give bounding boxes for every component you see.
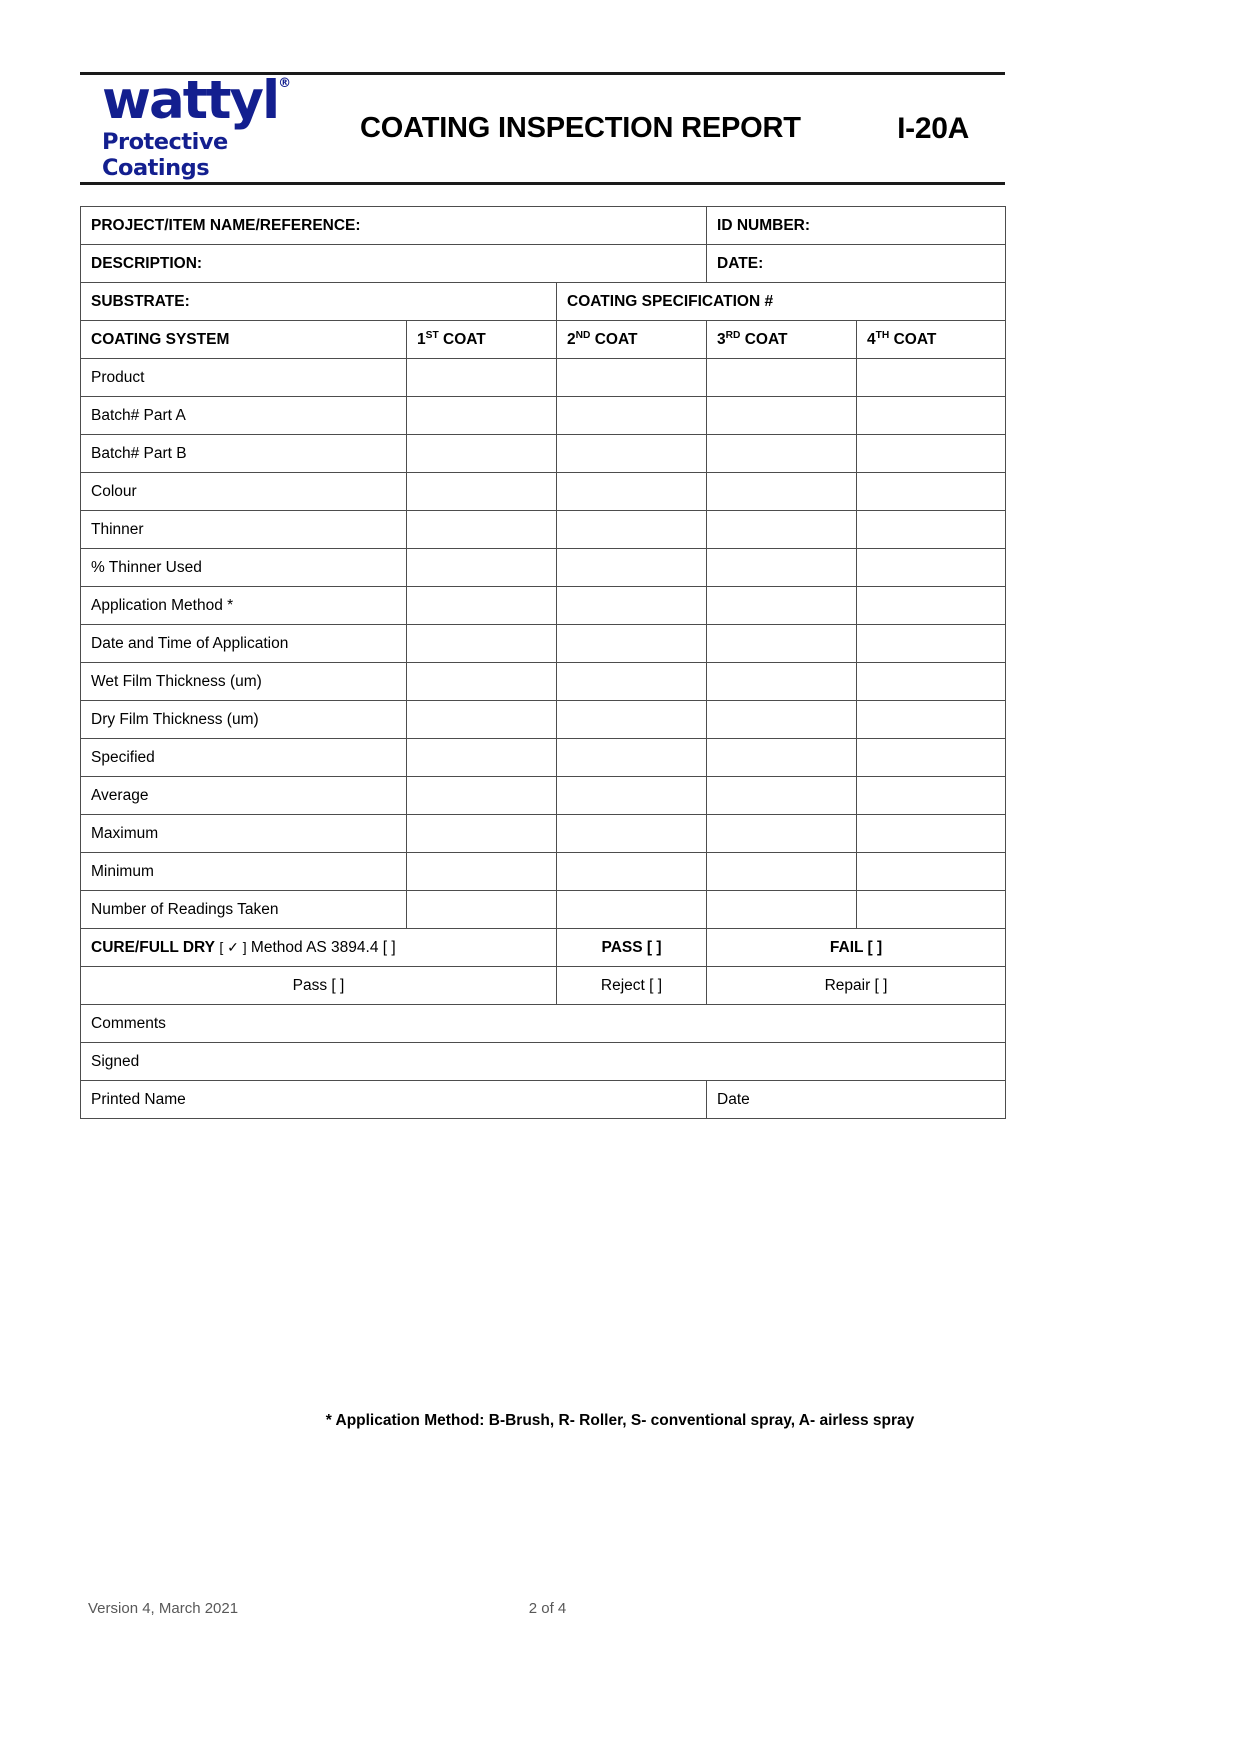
cell-maximum-coat1[interactable] (407, 815, 557, 853)
table-row (81, 739, 1006, 777)
cell-batch-a-coat4[interactable] (857, 397, 1006, 435)
row-label-percent-thinner-used: % Thinner Used (81, 549, 407, 587)
cure-checkbox-checked[interactable]: [ ✓ ] (219, 938, 247, 955)
row-label-thinner: Thinner (81, 511, 407, 549)
verdict-reject-checkbox[interactable]: Reject [ ] (557, 967, 707, 1005)
cell-product-coat3[interactable] (707, 359, 857, 397)
cell-colour-coat3[interactable] (707, 473, 857, 511)
cell-batch-b-coat3[interactable] (707, 435, 857, 473)
row-label-number-of-readings-taken: Number of Readings Taken (81, 891, 407, 929)
row-label-specified: Specified (81, 739, 407, 777)
cure-full-dry-label: CURE/FULL DRY (91, 938, 215, 956)
signed-label[interactable]: Signed (81, 1043, 1006, 1081)
table-row (81, 701, 1006, 739)
row-label-product: Product (81, 359, 407, 397)
cell-datetime-coat2[interactable] (557, 625, 707, 663)
cure-method-label: Method AS 3894.4 (250, 938, 379, 956)
table-row (81, 359, 1006, 397)
row-label-colour: Colour (81, 473, 407, 511)
table-row-signed (81, 1043, 1006, 1081)
cell-wft-coat3[interactable] (707, 663, 857, 701)
row-label-dry-film-thickness: Dry Film Thickness (um) (81, 701, 407, 739)
logo-wordmark-text (102, 70, 292, 132)
logo-tagline: Protective Coatings (102, 128, 228, 181)
cell-batch-a-coat2[interactable] (557, 397, 707, 435)
page-title: COATING INSPECTION REPORT (360, 112, 801, 144)
cell-wft-coat2[interactable] (557, 663, 707, 701)
cell-thinner-coat3[interactable] (707, 511, 857, 549)
cell-readings-coat1[interactable] (407, 891, 557, 929)
inspection-form-table (80, 206, 1006, 1119)
cell-maximum-coat3[interactable] (707, 815, 857, 853)
table-row (81, 397, 1006, 435)
coat-rest-3: COAT (740, 330, 788, 348)
cell-product-coat1[interactable] (407, 359, 557, 397)
project-label: PROJECT/ITEM NAME/REFERENCE: (81, 207, 707, 245)
cell-average-coat2[interactable] (557, 777, 707, 815)
date-label[interactable]: DATE: (707, 245, 1006, 283)
row-label-average: Average (81, 777, 407, 815)
cell-specified-coat4[interactable] (857, 739, 1006, 777)
cell-average-coat4[interactable] (857, 777, 1006, 815)
table-row-substrate (81, 283, 1006, 321)
coat-ordinal-2: 2 (567, 330, 576, 348)
coat-column-header-1 (407, 321, 557, 359)
coat-suffix-1: ST (425, 329, 439, 341)
table-row (81, 473, 1006, 511)
cell-dft-coat3[interactable] (707, 701, 857, 739)
cell-specified-coat3[interactable] (707, 739, 857, 777)
row-label-wet-film-thickness: Wet Film Thickness (um) (81, 663, 407, 701)
coat-suffix-2: ND (575, 329, 591, 341)
cell-average-coat1[interactable] (407, 777, 557, 815)
table-row (81, 853, 1006, 891)
cell-pct-thinner-coat2[interactable] (557, 549, 707, 587)
cell-colour-coat2[interactable] (557, 473, 707, 511)
cell-pct-thinner-coat4[interactable] (857, 549, 1006, 587)
cell-maximum-coat4[interactable] (857, 815, 1006, 853)
coat-ordinal-4: 4 (867, 330, 876, 348)
cell-average-coat3[interactable] (707, 777, 857, 815)
cell-product-coat2[interactable] (557, 359, 707, 397)
cell-app-method-coat3[interactable] (707, 587, 857, 625)
coating-specification-label[interactable]: COATING SPECIFICATION # (557, 283, 1006, 321)
table-row-verdict (81, 967, 1006, 1005)
row-label-minimum: Minimum (81, 853, 407, 891)
comments-label[interactable]: Comments (81, 1005, 1006, 1043)
id-number-label[interactable]: ID NUMBER: (707, 207, 1006, 245)
cell-datetime-coat4[interactable] (857, 625, 1006, 663)
cell-minimum-coat2[interactable] (557, 853, 707, 891)
cure-fail-checkbox[interactable]: FAIL [ ] (707, 929, 1006, 967)
row-label-maximum: Maximum (81, 815, 407, 853)
table-row-project (81, 207, 1006, 245)
row-label-application-method: Application Method * (81, 587, 407, 625)
table-row (81, 587, 1006, 625)
cell-dft-coat1[interactable] (407, 701, 557, 739)
cell-thinner-coat2[interactable] (557, 511, 707, 549)
coat-ordinal-1: 1 (417, 330, 426, 348)
cell-wft-coat4[interactable] (857, 663, 1006, 701)
cell-readings-coat4[interactable] (857, 891, 1006, 929)
cell-datetime-coat1[interactable] (407, 625, 557, 663)
coat-rest-1: COAT (438, 330, 486, 348)
cell-batch-b-coat2[interactable] (557, 435, 707, 473)
cell-app-method-coat1[interactable] (407, 587, 557, 625)
logo-word: wattyl (102, 70, 279, 132)
table-row (81, 815, 1006, 853)
cell-dft-coat4[interactable] (857, 701, 1006, 739)
coat-column-header-4 (857, 321, 1006, 359)
verdict-repair-checkbox[interactable]: Repair [ ] (707, 967, 1006, 1005)
table-row (81, 663, 1006, 701)
table-row (81, 891, 1006, 929)
cell-batch-b-coat1[interactable] (407, 435, 557, 473)
cell-maximum-coat2[interactable] (557, 815, 707, 853)
cell-pct-thinner-coat1[interactable] (407, 549, 557, 587)
cell-specified-coat1[interactable] (407, 739, 557, 777)
form-code: I-20A (897, 111, 969, 145)
coat-suffix-4: TH (875, 329, 890, 341)
row-label-batch-part-a: Batch# Part A (81, 397, 407, 435)
table-row-comments (81, 1005, 1006, 1043)
footer-version: Version 4, March 2021 (88, 1600, 239, 1617)
table-row-description (81, 245, 1006, 283)
wattyl-logo (80, 70, 318, 181)
coating-system-label: COATING SYSTEM (81, 321, 407, 359)
cell-thinner-coat1[interactable] (407, 511, 557, 549)
row-label-date-time-application: Date and Time of Application (81, 625, 407, 663)
cell-app-method-coat2[interactable] (557, 587, 707, 625)
cell-thinner-coat4[interactable] (857, 511, 1006, 549)
coat-column-header-3 (707, 321, 857, 359)
description-label[interactable]: DESCRIPTION: (81, 245, 707, 283)
cell-datetime-coat3[interactable] (707, 625, 857, 663)
table-row (81, 625, 1006, 663)
coat-rest-2: COAT (590, 330, 638, 348)
application-method-footnote: * Application Method: B-Brush, R- Roller, S- conventional spray, A- airless spray (325, 1412, 915, 1429)
cell-minimum-coat3[interactable] (707, 853, 857, 891)
coat-column-header-2 (557, 321, 707, 359)
coat-suffix-3: RD (725, 329, 741, 341)
coat-ordinal-3: 3 (717, 330, 726, 348)
cure-method-checkbox[interactable]: [ ] (382, 938, 396, 956)
printed-name-label[interactable]: Printed Name (81, 1081, 707, 1119)
table-row (81, 549, 1006, 587)
cell-wft-coat1[interactable] (407, 663, 557, 701)
cell-app-method-coat4[interactable] (857, 587, 1006, 625)
cure-pass-checkbox[interactable]: PASS [ ] (557, 929, 707, 967)
cell-dft-coat2[interactable] (557, 701, 707, 739)
bottom-date-label[interactable]: Date (707, 1081, 1006, 1119)
cell-batch-a-coat3[interactable] (707, 397, 857, 435)
table-row (81, 435, 1006, 473)
table-row-cure-full-dry (81, 929, 1006, 967)
footer-page-number: 2 of 4 (528, 1600, 567, 1617)
cell-colour-coat4[interactable] (857, 473, 1006, 511)
cell-product-coat4[interactable] (857, 359, 1006, 397)
document-header (80, 72, 1005, 185)
verdict-pass-checkbox[interactable]: Pass [ ] (81, 967, 557, 1005)
cure-full-dry-cell (81, 929, 557, 967)
cell-colour-coat1[interactable] (407, 473, 557, 511)
cell-readings-coat3[interactable] (707, 891, 857, 929)
cell-specified-coat2[interactable] (557, 739, 707, 777)
cell-batch-a-coat1[interactable] (407, 397, 557, 435)
table-row-printed-name (81, 1081, 1006, 1119)
cell-batch-b-coat4[interactable] (857, 435, 1006, 473)
coat-rest-4: COAT (889, 330, 937, 348)
table-row (81, 777, 1006, 815)
cell-pct-thinner-coat3[interactable] (707, 549, 857, 587)
cell-minimum-coat4[interactable] (857, 853, 1006, 891)
row-label-batch-part-b: Batch# Part B (81, 435, 407, 473)
cell-readings-coat2[interactable] (557, 891, 707, 929)
cell-minimum-coat1[interactable] (407, 853, 557, 891)
table-row (81, 511, 1006, 549)
substrate-label[interactable]: SUBSTRATE: (81, 283, 557, 321)
registered-trademark-icon: ® (278, 76, 292, 92)
table-row-coating-system-header (81, 321, 1006, 359)
